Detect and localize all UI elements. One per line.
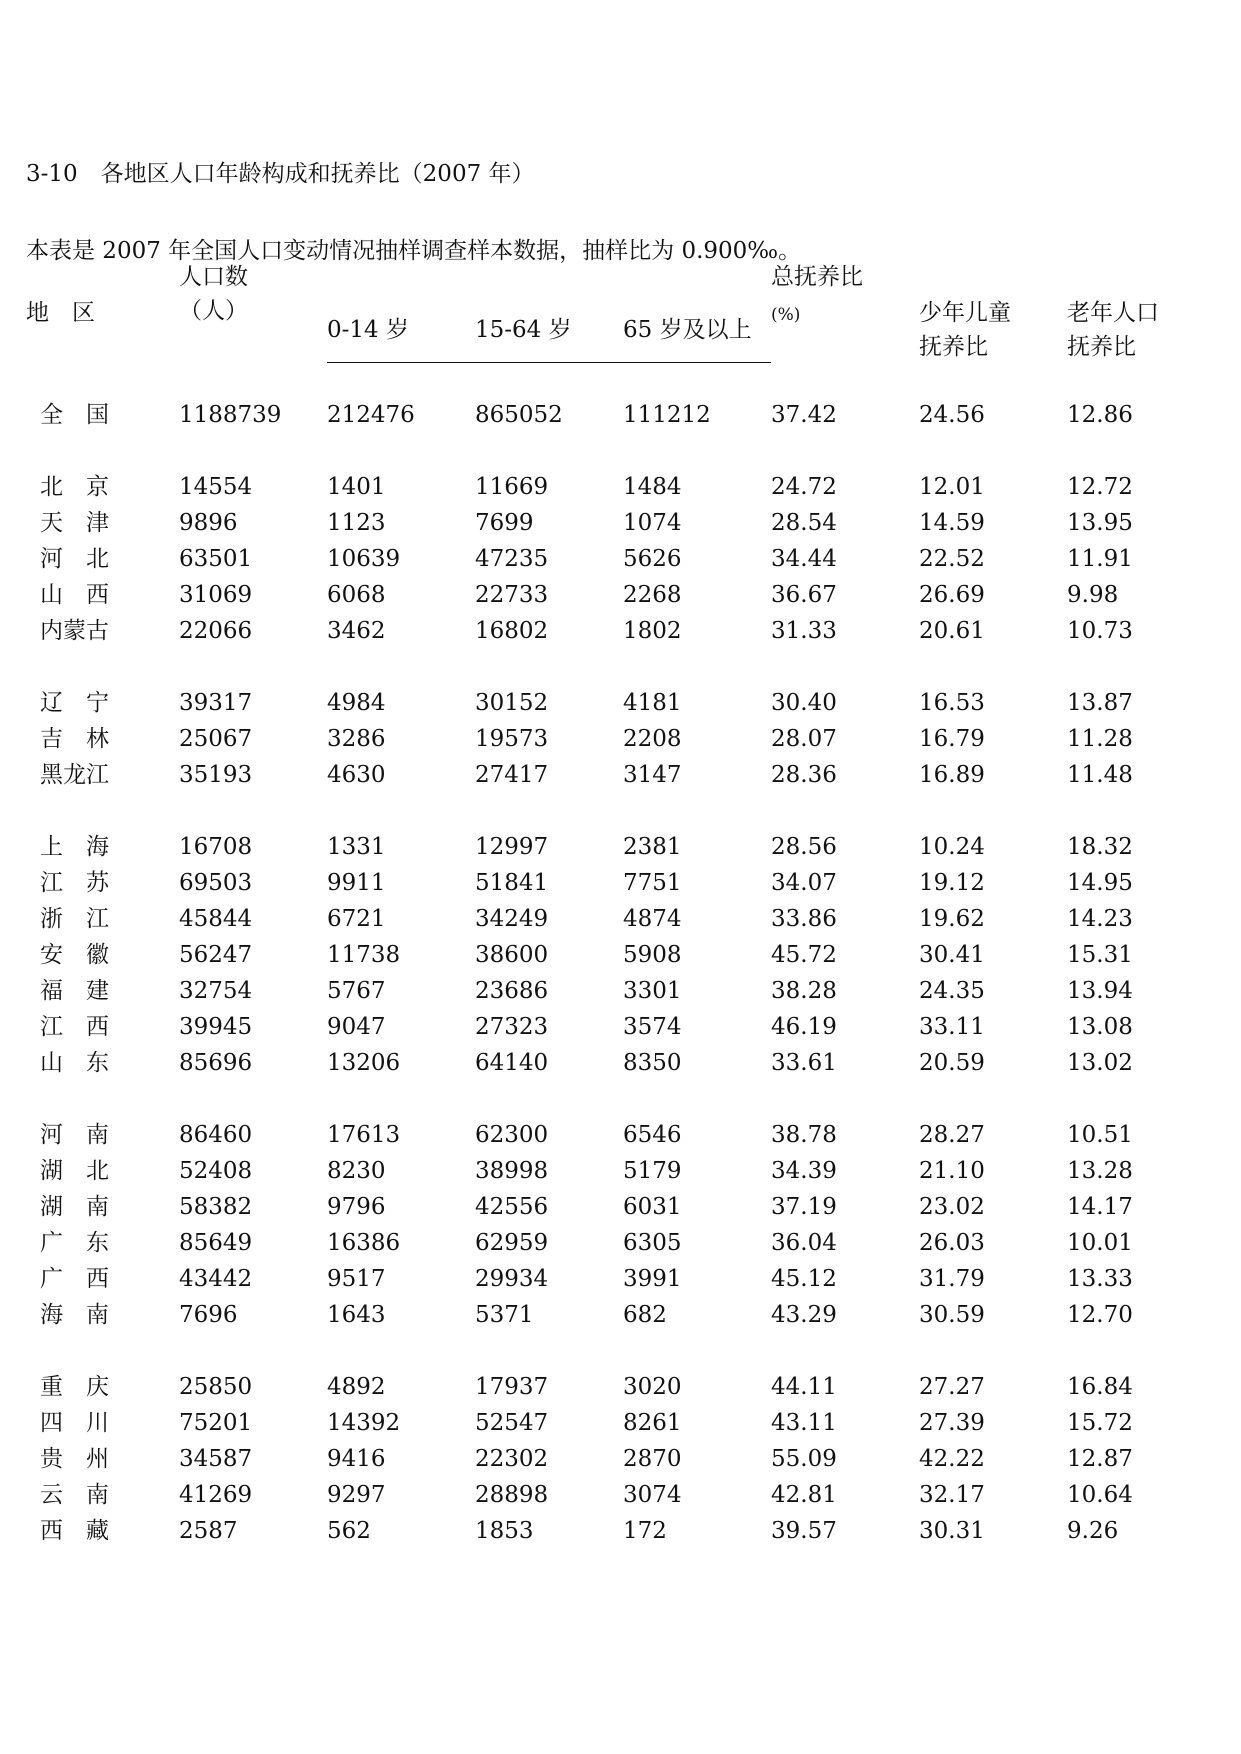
cell-old-ratio: 12.87 [1067, 1446, 1133, 1472]
cell-old-ratio: 12.70 [1067, 1302, 1133, 1328]
cell-population: 32754 [179, 978, 253, 1004]
cell-age-65-plus: 3074 [623, 1482, 682, 1508]
cell-age-65-plus: 2208 [623, 726, 682, 752]
cell-age-65-plus: 172 [623, 1518, 667, 1544]
cell-population: 25067 [179, 726, 253, 752]
cell-age-15-64: 23686 [475, 978, 549, 1004]
cell-region: 河 北 [40, 546, 109, 572]
cell-old-ratio: 13.95 [1067, 510, 1133, 536]
cell-age-65-plus: 1484 [623, 474, 682, 500]
cell-age-65-plus: 8350 [623, 1050, 682, 1076]
cell-age-0-14: 3286 [327, 726, 386, 752]
header-old-ratio-line2: 抚养比 [1067, 334, 1136, 360]
header-region: 地 区 [26, 300, 95, 326]
cell-population: 45844 [179, 906, 253, 932]
cell-region: 广 西 [40, 1266, 109, 1292]
cell-old-ratio: 13.94 [1067, 978, 1133, 1004]
cell-total-ratio: 36.04 [771, 1230, 837, 1256]
cell-total-ratio: 28.07 [771, 726, 837, 752]
cell-age-0-14: 4630 [327, 762, 386, 788]
table-row [0, 400, 1241, 430]
cell-total-ratio: 28.56 [771, 834, 837, 860]
cell-population: 58382 [179, 1194, 253, 1220]
cell-child-ratio: 10.24 [919, 834, 985, 860]
cell-population: 69503 [179, 870, 253, 896]
cell-old-ratio: 15.72 [1067, 1410, 1133, 1436]
cell-region: 江 苏 [40, 870, 109, 896]
table-row [0, 1372, 1241, 1402]
cell-child-ratio: 33.11 [919, 1014, 985, 1040]
cell-age-0-14: 5767 [327, 978, 386, 1004]
cell-old-ratio: 11.28 [1067, 726, 1133, 752]
header-population: 人口数 [179, 264, 248, 290]
cell-child-ratio: 16.53 [919, 690, 985, 716]
table-row [0, 1048, 1241, 1078]
cell-age-0-14: 16386 [327, 1230, 401, 1256]
table-row [0, 1516, 1241, 1546]
cell-age-15-64: 22302 [475, 1446, 549, 1472]
cell-total-ratio: 45.72 [771, 942, 837, 968]
cell-age-65-plus: 6305 [623, 1230, 682, 1256]
cell-total-ratio: 38.78 [771, 1122, 837, 1148]
cell-age-0-14: 212476 [327, 402, 415, 428]
cell-age-0-14: 1401 [327, 474, 386, 500]
cell-total-ratio: 43.11 [771, 1410, 837, 1436]
header-age-0-14: 0-14 岁 [327, 317, 409, 343]
cell-age-65-plus: 6031 [623, 1194, 682, 1220]
cell-old-ratio: 15.31 [1067, 942, 1133, 968]
cell-region: 贵 州 [40, 1446, 109, 1472]
cell-region: 四 川 [40, 1410, 109, 1436]
cell-age-15-64: 47235 [475, 546, 549, 572]
cell-child-ratio: 30.31 [919, 1518, 985, 1544]
cell-region: 重 庆 [40, 1374, 109, 1400]
cell-age-0-14: 562 [327, 1518, 371, 1544]
cell-age-0-14: 8230 [327, 1158, 386, 1184]
cell-population: 35193 [179, 762, 253, 788]
cell-age-15-64: 22733 [475, 582, 549, 608]
cell-old-ratio: 10.73 [1067, 618, 1133, 644]
cell-child-ratio: 32.17 [919, 1482, 985, 1508]
cell-region: 安 徽 [40, 942, 109, 968]
cell-total-ratio: 42.81 [771, 1482, 837, 1508]
cell-age-0-14: 9297 [327, 1482, 386, 1508]
cell-population: 9896 [179, 510, 238, 536]
cell-age-0-14: 3462 [327, 618, 386, 644]
table-row [0, 1120, 1241, 1150]
cell-child-ratio: 23.02 [919, 1194, 985, 1220]
table-row [0, 508, 1241, 538]
cell-age-65-plus: 5908 [623, 942, 682, 968]
table-row [0, 832, 1241, 862]
cell-age-65-plus: 8261 [623, 1410, 682, 1436]
cell-age-65-plus: 5626 [623, 546, 682, 572]
table-row [0, 904, 1241, 934]
cell-total-ratio: 31.33 [771, 618, 837, 644]
cell-child-ratio: 30.59 [919, 1302, 985, 1328]
cell-old-ratio: 13.02 [1067, 1050, 1133, 1076]
cell-total-ratio: 38.28 [771, 978, 837, 1004]
cell-region: 浙 江 [40, 906, 109, 932]
cell-region: 河 南 [40, 1122, 109, 1148]
cell-region: 辽 宁 [40, 690, 109, 716]
cell-old-ratio: 12.72 [1067, 474, 1133, 500]
cell-age-15-64: 30152 [475, 690, 549, 716]
cell-total-ratio: 43.29 [771, 1302, 837, 1328]
table-row [0, 1192, 1241, 1222]
cell-age-65-plus: 3991 [623, 1266, 682, 1292]
cell-age-65-plus: 1802 [623, 618, 682, 644]
cell-total-ratio: 36.67 [771, 582, 837, 608]
cell-population: 63501 [179, 546, 253, 572]
cell-age-0-14: 17613 [327, 1122, 401, 1148]
cell-population: 41269 [179, 1482, 253, 1508]
cell-region: 黑龙江 [40, 762, 109, 788]
cell-region: 上 海 [40, 834, 109, 860]
cell-age-0-14: 1123 [327, 510, 386, 536]
cell-region: 海 南 [40, 1302, 109, 1328]
cell-age-15-64: 42556 [475, 1194, 549, 1220]
cell-population: 86460 [179, 1122, 253, 1148]
cell-population: 34587 [179, 1446, 253, 1472]
cell-old-ratio: 13.28 [1067, 1158, 1133, 1184]
cell-age-65-plus: 4874 [623, 906, 682, 932]
cell-age-65-plus: 3574 [623, 1014, 682, 1040]
cell-population: 85649 [179, 1230, 253, 1256]
table-row [0, 616, 1241, 646]
cell-population: 2587 [179, 1518, 238, 1544]
cell-child-ratio: 28.27 [919, 1122, 985, 1148]
cell-old-ratio: 13.08 [1067, 1014, 1133, 1040]
cell-age-15-64: 64140 [475, 1050, 549, 1076]
cell-population: 85696 [179, 1050, 253, 1076]
cell-age-15-64: 29934 [475, 1266, 549, 1292]
cell-age-15-64: 38600 [475, 942, 549, 968]
table-row [0, 724, 1241, 754]
cell-region: 福 建 [40, 978, 109, 1004]
cell-population: 56247 [179, 942, 253, 968]
table-row [0, 1012, 1241, 1042]
cell-age-65-plus: 2268 [623, 582, 682, 608]
cell-population: 25850 [179, 1374, 253, 1400]
header-total-ratio-unit: (%) [771, 305, 801, 325]
cell-age-0-14: 9047 [327, 1014, 386, 1040]
cell-total-ratio: 46.19 [771, 1014, 837, 1040]
cell-child-ratio: 12.01 [919, 474, 985, 500]
cell-age-65-plus: 5179 [623, 1158, 682, 1184]
cell-age-15-64: 5371 [475, 1302, 534, 1328]
header-total-ratio: 总抚养比 [771, 264, 863, 290]
cell-child-ratio: 14.59 [919, 510, 985, 536]
table-row [0, 1156, 1241, 1186]
header-population-unit: （人） [179, 298, 248, 324]
cell-total-ratio: 28.54 [771, 510, 837, 536]
cell-population: 43442 [179, 1266, 253, 1292]
cell-age-15-64: 1853 [475, 1518, 534, 1544]
cell-population: 39317 [179, 690, 253, 716]
cell-age-0-14: 9911 [327, 870, 386, 896]
table-row [0, 1408, 1241, 1438]
cell-child-ratio: 16.79 [919, 726, 985, 752]
table-row [0, 760, 1241, 790]
cell-age-0-14: 6068 [327, 582, 386, 608]
cell-total-ratio: 39.57 [771, 1518, 837, 1544]
cell-region: 全 国 [40, 402, 109, 428]
cell-child-ratio: 27.39 [919, 1410, 985, 1436]
cell-age-15-64: 28898 [475, 1482, 549, 1508]
cell-total-ratio: 24.72 [771, 474, 837, 500]
cell-old-ratio: 13.33 [1067, 1266, 1133, 1292]
cell-total-ratio: 55.09 [771, 1446, 837, 1472]
cell-age-15-64: 62959 [475, 1230, 549, 1256]
header-child-ratio-line2: 抚养比 [919, 334, 988, 360]
header-age-65-plus: 65 岁及以上 [623, 317, 752, 343]
cell-total-ratio: 34.39 [771, 1158, 837, 1184]
cell-age-15-64: 34249 [475, 906, 549, 932]
table-title: 3-10 各地区人口年龄构成和抚养比（2007 年） [26, 161, 535, 187]
table-row [0, 1300, 1241, 1330]
cell-population: 16708 [179, 834, 253, 860]
cell-old-ratio: 10.51 [1067, 1122, 1133, 1148]
cell-child-ratio: 30.41 [919, 942, 985, 968]
cell-child-ratio: 26.69 [919, 582, 985, 608]
cell-child-ratio: 16.89 [919, 762, 985, 788]
cell-age-65-plus: 682 [623, 1302, 667, 1328]
cell-age-0-14: 9416 [327, 1446, 386, 1472]
cell-age-15-64: 16802 [475, 618, 549, 644]
header-age-15-64: 15-64 岁 [475, 317, 572, 343]
cell-child-ratio: 19.62 [919, 906, 985, 932]
table-row [0, 1264, 1241, 1294]
cell-old-ratio: 10.01 [1067, 1230, 1133, 1256]
cell-child-ratio: 19.12 [919, 870, 985, 896]
cell-age-15-64: 19573 [475, 726, 549, 752]
cell-age-15-64: 17937 [475, 1374, 549, 1400]
cell-age-0-14: 4984 [327, 690, 386, 716]
table-note: 本表是 2007 年全国人口变动情况抽样调查样本数据，抽样比为 0.900‰。 [26, 238, 802, 264]
table-row [0, 688, 1241, 718]
cell-age-65-plus: 2870 [623, 1446, 682, 1472]
cell-old-ratio: 9.98 [1067, 582, 1119, 608]
cell-old-ratio: 14.17 [1067, 1194, 1133, 1220]
cell-age-15-64: 62300 [475, 1122, 549, 1148]
cell-region: 湖 北 [40, 1158, 109, 1184]
cell-population: 31069 [179, 582, 253, 608]
cell-total-ratio: 37.19 [771, 1194, 837, 1220]
cell-total-ratio: 44.11 [771, 1374, 837, 1400]
cell-age-65-plus: 4181 [623, 690, 682, 716]
cell-child-ratio: 24.35 [919, 978, 985, 1004]
cell-child-ratio: 26.03 [919, 1230, 985, 1256]
cell-age-65-plus: 111212 [623, 402, 711, 428]
cell-age-15-64: 7699 [475, 510, 534, 536]
cell-age-65-plus: 3301 [623, 978, 682, 1004]
cell-old-ratio: 12.86 [1067, 402, 1133, 428]
table-row [0, 1444, 1241, 1474]
cell-total-ratio: 34.44 [771, 546, 837, 572]
cell-age-65-plus: 2381 [623, 834, 682, 860]
cell-age-15-64: 38998 [475, 1158, 549, 1184]
cell-region: 云 南 [40, 1482, 109, 1508]
table-row [0, 1480, 1241, 1510]
cell-age-65-plus: 6546 [623, 1122, 682, 1148]
header-old-ratio: 老年人口 [1067, 300, 1159, 326]
cell-population: 14554 [179, 474, 253, 500]
cell-region: 北 京 [40, 474, 109, 500]
cell-total-ratio: 28.36 [771, 762, 837, 788]
cell-age-0-14: 4892 [327, 1374, 386, 1400]
cell-region: 山 东 [40, 1050, 109, 1076]
cell-population: 75201 [179, 1410, 253, 1436]
cell-age-65-plus: 7751 [623, 870, 682, 896]
table-row [0, 472, 1241, 502]
table-row [0, 976, 1241, 1006]
cell-age-0-14: 9517 [327, 1266, 386, 1292]
cell-age-0-14: 6721 [327, 906, 386, 932]
cell-age-0-14: 13206 [327, 1050, 401, 1076]
cell-age-0-14: 9796 [327, 1194, 386, 1220]
cell-population: 52408 [179, 1158, 253, 1184]
cell-age-15-64: 27323 [475, 1014, 549, 1040]
cell-region: 广 东 [40, 1230, 109, 1256]
cell-old-ratio: 9.26 [1067, 1518, 1119, 1544]
cell-child-ratio: 27.27 [919, 1374, 985, 1400]
cell-total-ratio: 33.86 [771, 906, 837, 932]
cell-age-65-plus: 3147 [623, 762, 682, 788]
cell-old-ratio: 14.23 [1067, 906, 1133, 932]
cell-child-ratio: 31.79 [919, 1266, 985, 1292]
cell-old-ratio: 14.95 [1067, 870, 1133, 896]
cell-age-0-14: 1643 [327, 1302, 386, 1328]
table-row [0, 1228, 1241, 1258]
cell-region: 湖 南 [40, 1194, 109, 1220]
cell-region: 山 西 [40, 582, 109, 608]
cell-child-ratio: 20.61 [919, 618, 985, 644]
cell-total-ratio: 33.61 [771, 1050, 837, 1076]
table-row [0, 868, 1241, 898]
cell-child-ratio: 21.10 [919, 1158, 985, 1184]
cell-child-ratio: 42.22 [919, 1446, 985, 1472]
cell-age-15-64: 12997 [475, 834, 549, 860]
header-child-ratio: 少年儿童 [919, 300, 1011, 326]
cell-total-ratio: 30.40 [771, 690, 837, 716]
cell-population: 7696 [179, 1302, 238, 1328]
cell-age-15-64: 865052 [475, 402, 563, 428]
cell-region: 西 藏 [40, 1518, 109, 1544]
cell-child-ratio: 22.52 [919, 546, 985, 572]
cell-population: 1188739 [179, 402, 282, 428]
cell-old-ratio: 13.87 [1067, 690, 1133, 716]
cell-old-ratio: 10.64 [1067, 1482, 1133, 1508]
cell-age-65-plus: 3020 [623, 1374, 682, 1400]
cell-child-ratio: 20.59 [919, 1050, 985, 1076]
cell-age-0-14: 1331 [327, 834, 386, 860]
cell-old-ratio: 18.32 [1067, 834, 1133, 860]
cell-old-ratio: 11.91 [1067, 546, 1133, 572]
cell-age-0-14: 14392 [327, 1410, 401, 1436]
cell-total-ratio: 34.07 [771, 870, 837, 896]
cell-region: 江 西 [40, 1014, 109, 1040]
cell-age-15-64: 51841 [475, 870, 549, 896]
cell-total-ratio: 37.42 [771, 402, 837, 428]
cell-total-ratio: 45.12 [771, 1266, 837, 1292]
table-row [0, 544, 1241, 574]
cell-region: 内蒙古 [40, 618, 109, 644]
cell-old-ratio: 11.48 [1067, 762, 1133, 788]
cell-region: 天 津 [40, 510, 109, 536]
cell-age-15-64: 52547 [475, 1410, 549, 1436]
cell-age-0-14: 11738 [327, 942, 401, 968]
cell-age-15-64: 11669 [475, 474, 549, 500]
cell-age-0-14: 10639 [327, 546, 401, 572]
cell-region: 吉 林 [40, 726, 109, 752]
table-row [0, 940, 1241, 970]
cell-old-ratio: 16.84 [1067, 1374, 1133, 1400]
cell-population: 22066 [179, 618, 253, 644]
cell-age-65-plus: 1074 [623, 510, 682, 536]
table-row [0, 580, 1241, 610]
cell-child-ratio: 24.56 [919, 402, 985, 428]
cell-population: 39945 [179, 1014, 253, 1040]
cell-age-15-64: 27417 [475, 762, 549, 788]
